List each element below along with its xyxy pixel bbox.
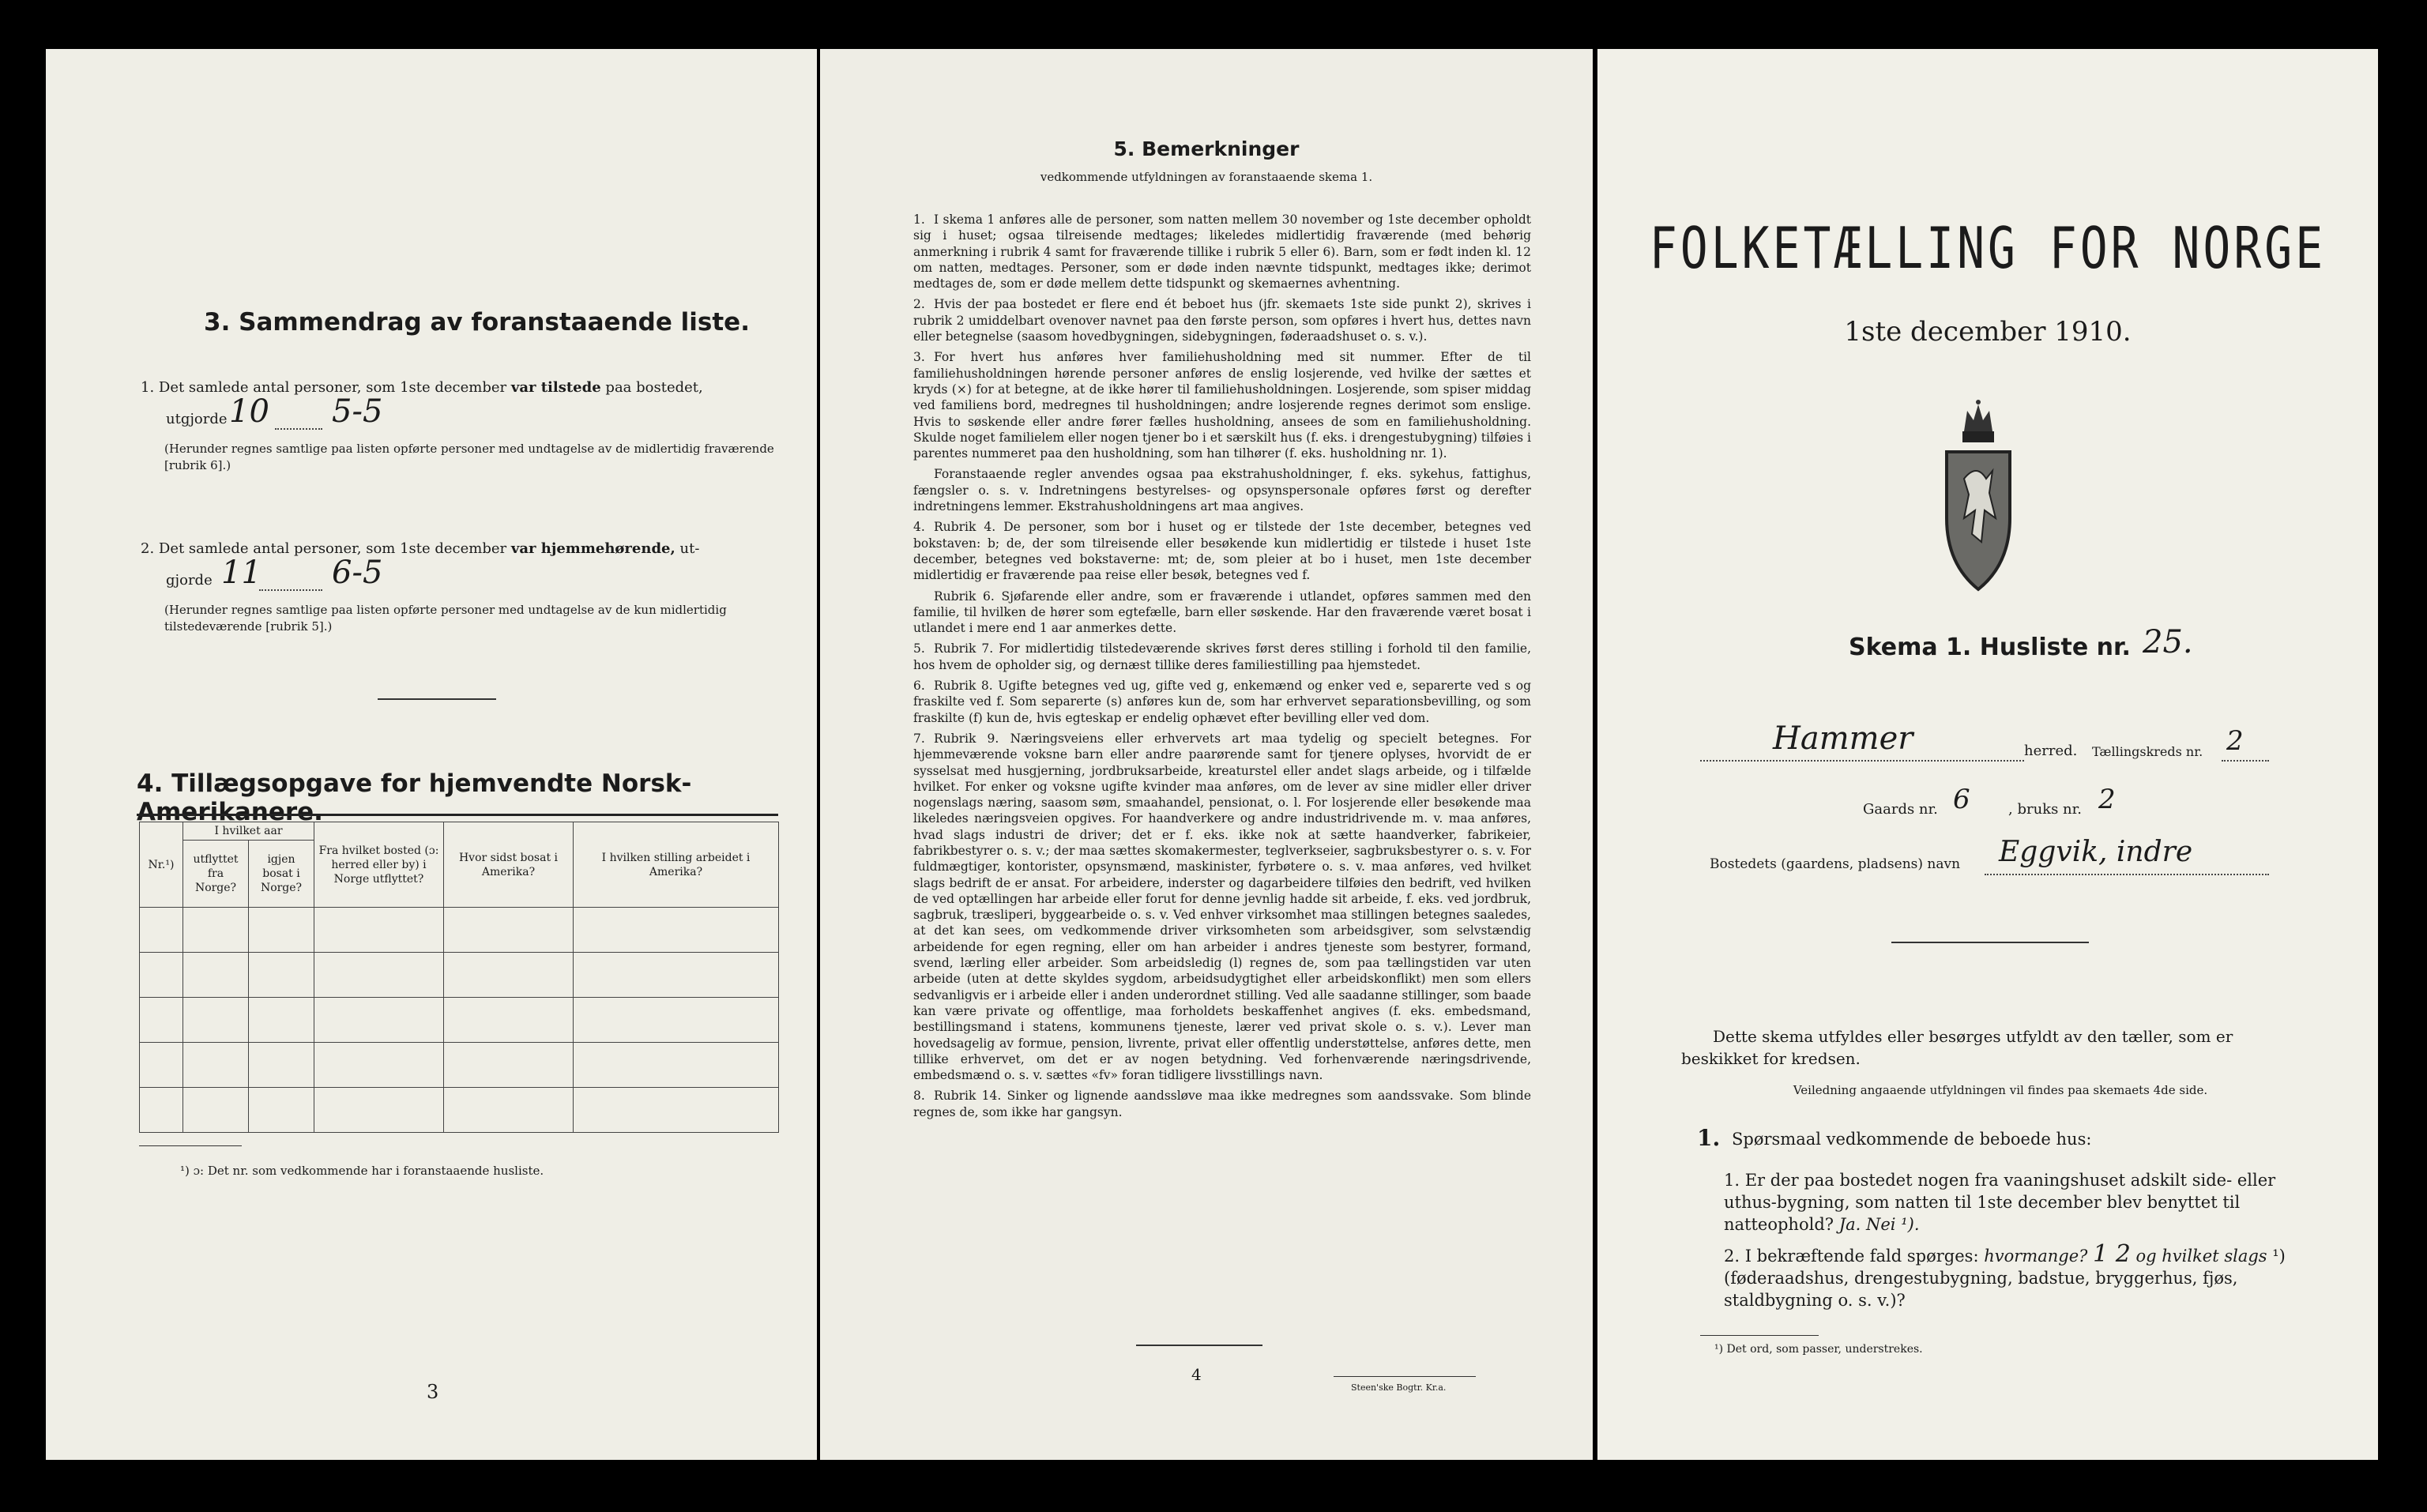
gaards-label: Gaards nr. [1863, 801, 1938, 818]
item2-hand-total: 11 [221, 555, 262, 591]
remark-paragraph: 8. Rubrik 14. Sinker og lignende aandssløve maa ikke medregnes som aandssvake. Som blinde regnes de, som ikke har gangsyn. [913, 1089, 1531, 1119]
printer-credit: Steen'ske Bogtr. Kr.a. [1351, 1382, 1447, 1393]
header-emigrated: utflyttet fra Norge? [183, 841, 249, 908]
page-number-3: 3 [427, 1381, 439, 1403]
norsk-amerikanere-table [139, 822, 779, 1133]
question-1: 1. Er der paa bostedet nogen fra vaaningshuset adskilt side- eller uthus-bygning, som natten til 1ste december blev benyttet til natteophold? Ja. Nei ¹). [1724, 1171, 2276, 1234]
table-row [140, 998, 779, 1043]
herred-name: Hammer [1773, 720, 1913, 757]
page-left [46, 49, 817, 1460]
husliste-number: 25. [2143, 624, 2193, 660]
page-number-4: 4 [1191, 1365, 1202, 1384]
item1-utgjorde: utgjorde [166, 411, 228, 427]
census-title: FOLKETÆLLING FOR NORGE [1649, 214, 2327, 282]
gaards-number: 6 [1953, 784, 1970, 815]
item2-text: 2. Det samlede antal personer, som 1ste december var hjemmehørende, ut- [141, 540, 700, 557]
item2-hand-split: 6-5 [332, 555, 383, 591]
coat-of-arms-icon [1940, 400, 2016, 597]
item1-text: 1. Det samlede antal personer, som 1ste december var tilstede paa bostedet, [141, 379, 703, 396]
header-returned: igjen bosat i Norge? [249, 841, 314, 908]
table-footnote: ¹) ɔ: Det nr. som vedkommende har i foranstaaende husliste. [180, 1164, 544, 1178]
table-row [140, 1088, 779, 1133]
remarks-body [913, 212, 1531, 1125]
table-row [140, 1043, 779, 1088]
bruks-number: 2 [2098, 784, 2116, 815]
item2-gjorde: gjorde [166, 572, 213, 589]
remark-paragraph: 4. Rubrik 4. De personer, som bor i huset og er tilstede der 1ste december, betegnes ved bokstaven: b; de, der som tilreisende eller besøkende kun midlertidig er tilstede i huset 1ste december, betegnes ved bokstaverne: mt; de, som pleier at bo i huset, men 1ste december midlertidig er fraværende paa reise eller besøk, betegnes ved f. [913, 520, 1531, 583]
kreds-number: 2 [2226, 725, 2244, 757]
q-heading-number: 1. [1697, 1125, 1721, 1151]
footnote: ¹) Det ord, som passer, understrekes. [1714, 1343, 1923, 1356]
header-from-place: Fra hvilket bosted (ɔ: herred eller by) i Norge utflyttet? [314, 822, 444, 908]
info-small: Veiledning angaaende utfyldningen vil findes paa skemaets 4de side. [1793, 1083, 2208, 1097]
header-nr: Nr.¹) [140, 822, 183, 908]
remark-paragraph: 3. For hvert hus anføres hver familiehusholdning med sit nummer. Efter de til familiehusholdningen hørende personer anføres de enslig losjerende, ved hvilke der sættes et kryds (×) for at betegne, at de ikke hører til familiehusholdningen. Losjerende, som spiser middag ved familiens bord, medregnes til husholdningen; andre losjerende regnes derimot som enslige. Hvis to søskende eller andre fører fælles husholdning, ansees de som en familiehusholdning. Skulde noget familielem eller nogen tjener bo i et særskilt hus (f. eks. i drengestubygning) tilføies i parentes nummeret paa den husholdning, som han tilhører (f. eks. husholdning nr. 1). [913, 350, 1531, 461]
header-year-group: I hvilket aar [183, 822, 314, 841]
answer-ja-nei: Ja. Nei ¹). [1838, 1215, 1920, 1234]
remark-paragraph: 7. Rubrik 9. Næringsveiens eller erhvervets art maa tydelig og specielt betegnes. For hjemmeværende voksne barn eller andre paarørende samt for tjenere oplyses, hvorvidt de er sysselsat med husgjerning, jordbruksarbeide, kreaturstel eller andet slags arbeide, og i tilfælde hvilket. For enker og voksne ugifte kvinder maa anføres, om de lever av sine midler eller driver nogenslags næring, saasom søm, smaahandel, pensionat, o. l. For losjerende eller besøkende maa likeledes næringsveien opgives. For haandverkere og andre industridrivende m. v. maa anføres, hvad slags industri de driver; det er f. eks. ikke nok at sætte haandverker, fabrikeier, fabrikbestyrer o. s. v.; der maa sættes skomakermester, teglverkseier, sagbruksbestyrer o. s. v. For fuldmægtiger, kontorister, opsynsmænd, maskinister, fyrbøtere o. s. v. maa anføres, ved hvilket slags bedrift de er ansat. For arbeidere, inderster og dagarbeidere tilføies den bedrift, ved hvilken de ved optællingen har arbeide eller forut for denne jevnlig hadde sit arbeide, f. eks. ved jordbruk, sagbruk, træsliperi, byggearbeide o. s. v. Ved enhver virksomhet maa stillingen betegnes saaledes, at det kan sees, om vedkommende driver virksomheten som arbeidsgiver, som selvstændig arbeidende for egen regning, eller om han arbeider i andres tjeneste som bestyrer, formand, svend, lærling eller arbeider. Som arbeidsledig (l) regnes de, som paa tællingstiden var uten arbeide (uten at dette skyldes sygdom, arbeidsudygtighet eller arbeidskonflikt) men som ellers sedvanligvis er i arbeide eller i anden underordnet stilling. Ved alle saadanne stillinger, som baade kan være private og offentlige, maa forholdets beskaffenhet angives (f. eks. embedsmand, bestillingsmand i statens, kommunens tjeneste, lærer ved privat skole o. s. v.). Lever man hovedsagelig av formue, pension, livrente, privat eller offentlig understøttelse, anføres dette, men tillike erhvervet, om det er av nogen betydning. Ved forhenværende næringsdrivende, embedsmænd o. s. v. sættes «fv» foran tidligere livsstillings navn. [913, 731, 1531, 1083]
kreds-label: Tællingskreds nr. [2092, 744, 2203, 759]
remark-paragraph: 1. I skema 1 anføres alle de personer, som natten mellem 30 november og 1ste december opholdt sig i huset; ogsaa tilreisende medtages; likeledes midlertidig fraværende (med behørig anmerkning i rubrik 4 samt for fraværende tillike i rubrik 5 eller 6). Barn, som er født inden kl. 12 om natten, medtages. Personer, som er døde inden nævnte tidspunkt, medtages ikke; derimot medtages de, som er døde mellem dette tidspunkt og skemaernes avhentning. [913, 213, 1531, 291]
remarks-title: 5. Bemerkninger [1113, 137, 1300, 160]
bruks-label: , bruks nr. [2008, 801, 2082, 818]
remark-paragraph: Foranstaaende regler anvendes ogsaa paa ekstrahusholdninger, f. eks. sykehus, fattighus, fængsler o. s. v. Indretningens bestyrelses- og opsynspersonale opføres først og derefter indretningens lemmer. Ekstrahusholdningens art maa angives. [913, 467, 1531, 514]
bosted-label: Bostedets (gaardens, pladsens) navn [1710, 856, 1961, 872]
remark-paragraph: 2. Hvis der paa bostedet er flere end ét beboet hus (jfr. skemaets 1ste side punkt 2), skrives i rubrik 2 umiddelbart ovenover navnet paa den første person, som opføres i hvert hus, dettes navn eller betegnelse (saasom hovedbygningen, sidebygningen, føderaadshuset o. s. v.). [913, 297, 1531, 344]
remarks-subtitle: vedkommende utfyldningen av foranstaaende skema 1. [1040, 170, 1373, 184]
page-right [1597, 49, 2378, 1460]
remark-paragraph: Rubrik 6. Sjøfarende eller andre, som er fraværende i utlandet, opføres sammen med den familie, til hvilken de hører som egtefælle, barn eller søskende. Har den fraværende været bosat i utlandet i mere end 1 aar anmerkes dette. [913, 589, 1531, 636]
remark-paragraph: 6. Rubrik 8. Ugifte betegnes ved ug, gifte ved g, enkemænd og enker ved e, separerte ved s og fraskilte ved f. Som separerte (s) anføres kun de, som har erhvervet separationsbevilling, og som fraskilte (f) kun de, hvis egteskap er endelig ophævet efter bevilling eller ved dom. [913, 679, 1531, 725]
q-heading: Spørsmaal vedkommende de beboede hus: [1732, 1130, 2092, 1149]
census-date: 1ste december 1910. [1844, 316, 2132, 348]
info-text: Dette skema utfyldes eller besørges utfyldt av den tæller, som er beskikket for kredsen. [1681, 1027, 2233, 1068]
table-row [140, 953, 779, 998]
table-row [140, 908, 779, 953]
herred-label: herred. [2024, 743, 2078, 759]
q2-hand-count: 1 2 [2093, 1240, 2131, 1268]
bosted-name: Eggvik, indre [1999, 836, 2193, 868]
item1-hand-total: 10 [229, 393, 269, 430]
divider [378, 698, 496, 700]
item1-note: (Herunder regnes samtlige paa listen opførte personer med undtagelse av de midlertidig fraværende [rubrik 6].) [164, 442, 774, 472]
header-last-america: Hvor sidst bosat i Amerika? [444, 822, 574, 908]
item2-note: (Herunder regnes samtlige paa listen opførte personer med undtagelse av de kun midlertidig tilstedeværende [rubrik 5].) [164, 603, 727, 634]
remark-paragraph: 5. Rubrik 7. For midlertidig tilstedeværende skrives først deres stilling i forhold til den familie, hos hvem de opholder sig, og dernæst tillike deres familiestilling paa hjemstedet. [913, 641, 1531, 672]
header-occupation: I hvilken stilling arbeidet i Amerika? [574, 822, 779, 908]
page-middle [820, 49, 1593, 1460]
section3-title: 3. Sammendrag av foranstaaende liste. [204, 308, 750, 337]
skema-label: Skema 1. Husliste nr. [1849, 634, 2131, 661]
question-2: 2. I bekræftende fald spørges: hvormange? 1 2 og hvilket slags ¹) (føderaadshus, drengestubygning, badstue, bryggerhus, fjøs, staldbygning o. s. v.)? [1724, 1240, 2286, 1310]
section4-title: 4. Tillægsopgave for hjemvendte Norsk-Amerikanere. [137, 769, 692, 826]
item1-hand-split: 5-5 [332, 393, 383, 430]
